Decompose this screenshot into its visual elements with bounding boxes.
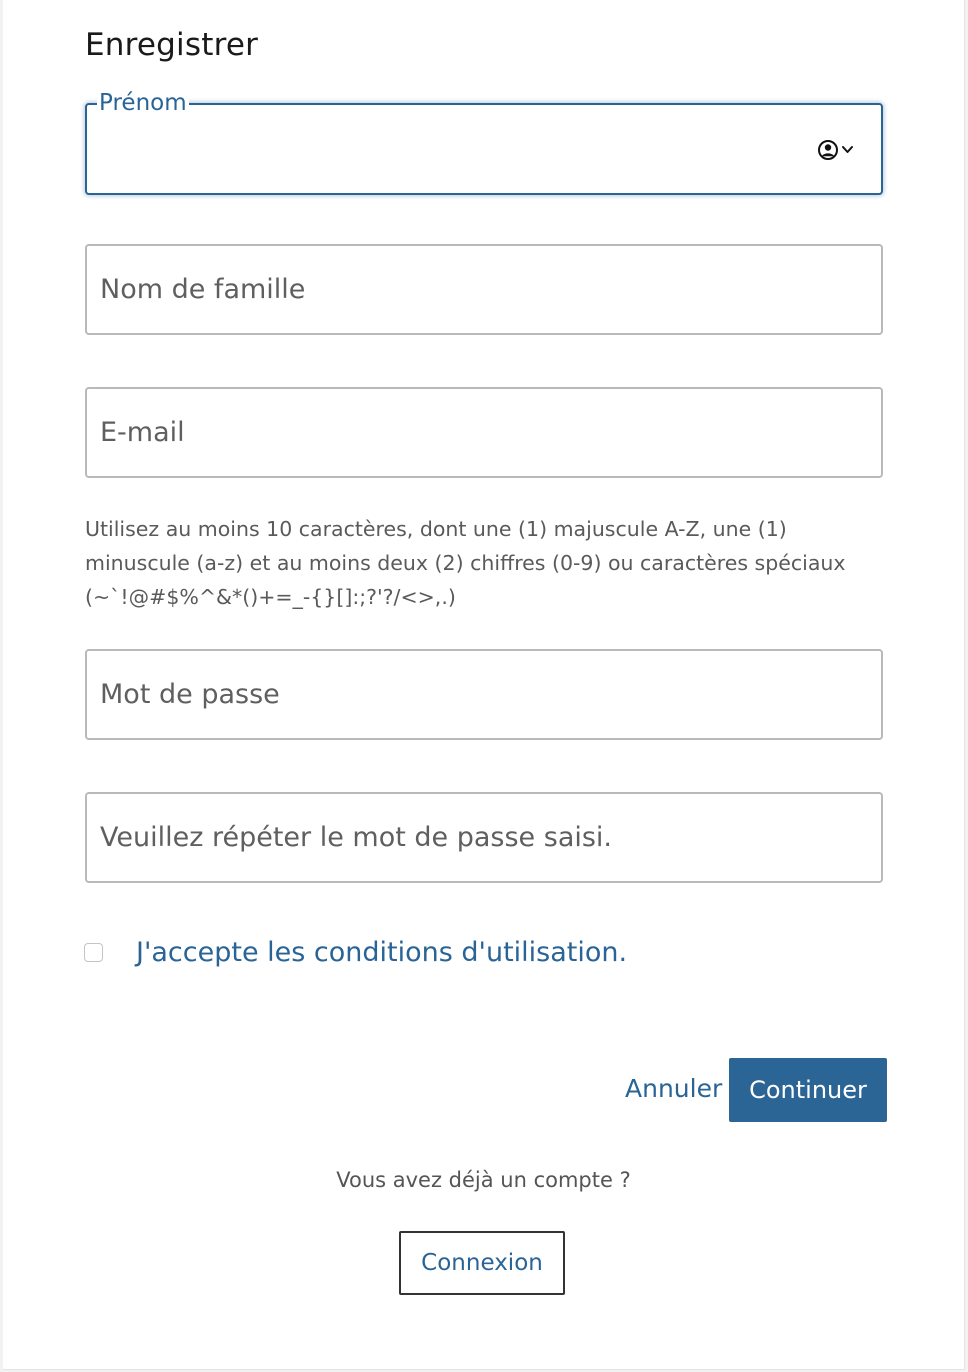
contact-autofill-icon[interactable] xyxy=(817,137,857,163)
registration-page xyxy=(3,0,965,1370)
terms-row xyxy=(84,937,627,968)
continue-button[interactable]: Continuer xyxy=(729,1058,887,1122)
password-input[interactable] xyxy=(87,651,881,738)
password-confirm-field[interactable] xyxy=(85,792,883,883)
existing-account-prompt: Vous avez déjà un compte ? xyxy=(336,1168,631,1192)
email-input[interactable] xyxy=(87,389,881,476)
last-name-input[interactable] xyxy=(87,246,881,333)
terms-checkbox[interactable] xyxy=(84,943,103,962)
password-field[interactable] xyxy=(85,649,883,740)
first-name-label: Prénom xyxy=(99,90,187,116)
first-name-input[interactable] xyxy=(87,105,881,193)
first-name-field[interactable] xyxy=(85,90,883,195)
password-requirements-hint: Utilisez au moins 10 caractères, dont une (1) majuscule A-Z, une (1) minuscule (a-z) et au moins deux (2) chiffres (0-9) ou caractères spéciaux (~`!@#$%^&*()+=_-{}[]:;?'?/<>,.) xyxy=(85,517,846,609)
email-field[interactable] xyxy=(85,387,883,478)
last-name-field[interactable] xyxy=(85,244,883,335)
page-title: Enregistrer xyxy=(85,27,259,63)
login-button[interactable]: Connexion xyxy=(399,1231,565,1295)
cancel-button[interactable]: Annuler xyxy=(625,1074,723,1103)
password-confirm-input[interactable] xyxy=(87,794,881,881)
terms-link[interactable]: J'accepte les conditions d'utilisation. xyxy=(136,937,628,968)
